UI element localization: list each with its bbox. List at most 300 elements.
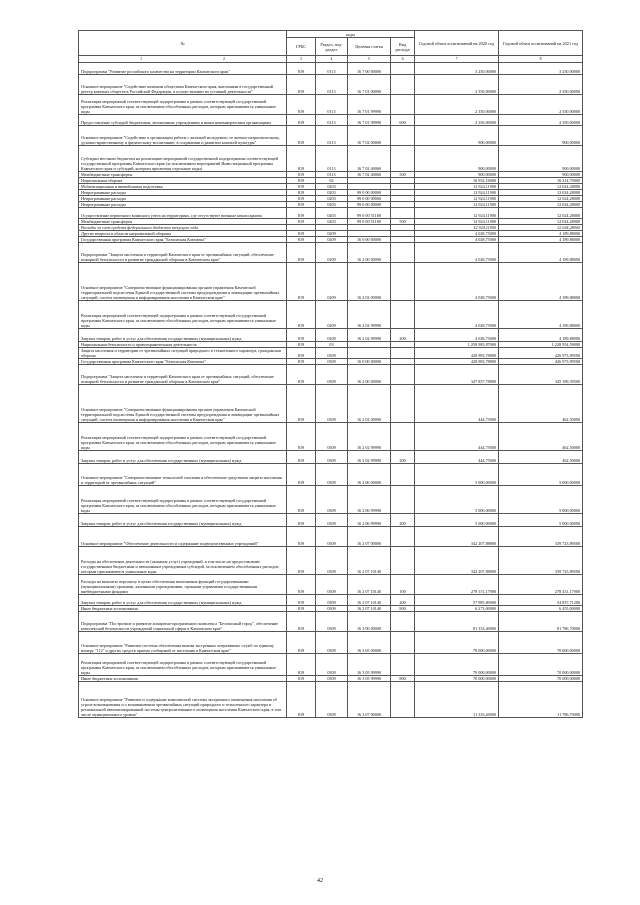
row-name: Основное мероприятие "Развитие и содержание комплексной системы экстренного оповещения населения об угрозе возникновения и о возникновении чрезвычайных ситуаций природного и техногенного характера и региональной автоматизированной системы централизованного оповещения населения Камчатского края, в том числе муниципального уровня" (79, 682, 287, 718)
row-amount-2020: 4 028,75000 (415, 263, 499, 301)
row-target: 16 2 07 10140 (348, 606, 391, 612)
row-vid: 600 (391, 115, 415, 126)
row-amount-2020: 444,75000 (415, 451, 499, 464)
row-grbs: 819 (287, 359, 316, 365)
row-name: Национальная безопасность и правоохранительная деятельность (79, 342, 287, 348)
row-razdel: 0309 (316, 676, 348, 682)
table-row (79, 115, 583, 126)
row-razdel: 0203 (316, 208, 348, 219)
row-amount-2020: 2 350,00000 (415, 115, 499, 126)
row-amount-2020: 16 952,16900 (415, 178, 499, 184)
row-amount-2020: 12 924,11900 (415, 219, 499, 225)
row-target: 16 2 00 00000 (348, 243, 391, 263)
row-target: 16 2 06 99990 (348, 486, 391, 514)
row-razdel: 0209 (316, 243, 348, 263)
row-razdel: 0209 (316, 301, 348, 329)
row-vid (391, 208, 415, 219)
row-amount-2021: 5 000,00000 (499, 514, 583, 527)
row-amount-2020: 4 028,75000 (415, 231, 499, 237)
row-razdel: 0309 (316, 527, 348, 547)
row-target: 16 0 00 00000 (348, 359, 391, 365)
row-razdel: 0209 (316, 329, 348, 342)
row-grbs: 819 (287, 348, 316, 359)
row-amount-2021: 4 189,88000 (499, 231, 583, 237)
row-target: 16 7 01 00000 (348, 75, 391, 95)
row-razdel: 0113 (316, 172, 348, 178)
row-vid (391, 146, 415, 172)
table-row (79, 63, 583, 75)
row-name: Межбюджетные трансферты (79, 219, 287, 225)
row-grbs: 819 (287, 219, 316, 225)
row-name: Непрограммные расходы (79, 202, 287, 208)
row-name: Межбюджетные трансферты (79, 172, 287, 178)
row-grbs: 819 (287, 595, 316, 606)
row-amount-2021: 12 024,28000 (499, 184, 583, 190)
row-razdel: 0203 (316, 184, 348, 190)
column-number: 8 (499, 56, 583, 63)
row-amount-2021: 462,50000 (499, 451, 583, 464)
row-amount-2020: 4 028,75000 (415, 237, 499, 243)
row-amount-2021: 462,50000 (499, 423, 583, 451)
row-vid (391, 301, 415, 329)
row-name: Подпрограмма "Развитие российского казачества на территории Камчатского края" (79, 63, 287, 75)
table-row (79, 654, 583, 676)
row-amount-2021: 70 000,00000 (499, 632, 583, 654)
row-razdel: 0203 (316, 202, 348, 208)
row-amount-2021: 16 214,79000 (499, 178, 583, 184)
row-vid: 800 (391, 676, 415, 682)
row-target: 16 2 02 99990 (348, 301, 391, 329)
row-grbs: 819 (287, 202, 316, 208)
row-razdel: 03 (316, 342, 348, 348)
row-target: 16 2 02 00000 (348, 263, 391, 301)
row-amount-2021: 12 024,28000 (499, 190, 583, 196)
table-row (79, 451, 583, 464)
row-grbs: 819 (287, 95, 316, 115)
row-grbs: 819 (287, 547, 316, 575)
row-name: Основное мероприятие "Совершенствование функционирования органов управления Камчатской территориальной подсистемы Единой государственной системы предупреждения и ликвидации чрезвычайных ситуаций, систем оповещения и информирования населения в Камчатском крае" (79, 385, 287, 423)
row-name: Национальная оборона (79, 178, 287, 184)
row-grbs: 819 (287, 172, 316, 178)
row-name: Расходы на выплаты персоналу в целях обеспечения выполнения функций государственными (муниципальными) органами, казенными учреждениями, органами управления государственными внебюджетными фондами (79, 575, 287, 595)
table-row (79, 243, 583, 263)
row-razdel: 0309 (316, 451, 348, 464)
row-name: Основное мероприятие "Содействие казачьим обществам Камчатского края, внесенным в государственный реестр казачьих обществ в Российской Федерации, в осуществлении их уставной деятельности" (79, 75, 287, 95)
row-razdel: 0309 (316, 514, 348, 527)
row-grbs: 819 (287, 146, 316, 172)
table-row (79, 514, 583, 527)
row-amount-2020: 2 350,00000 (415, 75, 499, 95)
row-amount-2021: 4 189,88000 (499, 243, 583, 263)
row-vid: 200 (391, 595, 415, 606)
table-row (79, 423, 583, 451)
row-razdel: 0203 (316, 219, 348, 225)
row-amount-2021: 345 189,39500 (499, 365, 583, 385)
table-row (79, 682, 583, 718)
row-amount-2021: 12 024,28000 (499, 202, 583, 208)
row-amount-2021: 278 431,17900 (499, 575, 583, 595)
row-name: Государственная программа Камчатского края "Безопасная Камчатка" (79, 237, 287, 243)
row-name: Иные бюджетные ассигнования (79, 606, 287, 612)
row-target: 16 3 05 99990 (348, 676, 391, 682)
row-razdel: 0209 (316, 231, 348, 237)
row-name: Государственная программа Камчатского края "Безопасная Камчатка" (79, 359, 287, 365)
row-razdel: 0203 (316, 190, 348, 196)
column-number: 1 2 (79, 56, 287, 63)
row-amount-2020: 12 924,11900 (415, 196, 499, 202)
row-vid (391, 243, 415, 263)
row-amount-2020: 4 028,75000 (415, 329, 499, 342)
row-name: Закупка товаров, работ и услуг для обеспечения государственных (муниципальных) нужд (79, 595, 287, 606)
row-amount-2021: 426 973,99500 (499, 348, 583, 359)
header-target: Целевая статья (348, 38, 391, 56)
row-vid (391, 612, 415, 632)
row-amount-2021: 54 837,71200 (499, 595, 583, 606)
row-grbs: 819 (287, 301, 316, 329)
row-amount-2021: 12 024,28000 (499, 208, 583, 219)
row-amount-2020: 5 000,00000 (415, 486, 499, 514)
row-grbs: 819 (287, 231, 316, 237)
row-target: 16 7 01 99990 (348, 95, 391, 115)
row-amount-2020: 1 258 983,87000 (415, 342, 499, 348)
row-vid (391, 547, 415, 575)
row-name: Реализация мероприятий соответствующей подпрограммы в рамках соответствующей государственной программы Камчатского края, за исключением обособленных расходов, которым присваиваются уникальные коды (79, 486, 287, 514)
row-grbs: 819 (287, 632, 316, 654)
column-number: 5 (348, 56, 391, 63)
row-razdel: 0309 (316, 464, 348, 486)
column-number: 4 (316, 56, 348, 63)
row-razdel: 0113 (316, 115, 348, 126)
row-grbs: 819 (287, 184, 316, 190)
row-amount-2020: 342 207,88800 (415, 527, 499, 547)
row-name: Основное мероприятие "Совершенствование функционирования органов управления Камчатской территориальной подсистемы Единой государственной системы предупреждения и ликвидации чрезвычайных ситуаций, систем оповещения и информирования населения в Камчатском крае" (79, 263, 287, 301)
row-amount-2021: 2 350,00000 (499, 75, 583, 95)
row-amount-2020: 57 985,80900 (415, 595, 499, 606)
row-razdel: 0113 (316, 146, 348, 172)
row-amount-2021: 426 973,99500 (499, 359, 583, 365)
row-name: Подпрограмма "Защита населения и территорий Камчатского края от чрезвычайных ситуаций, обеспечение пожарной безопасности и развитие гражданской обороны в Камчатском крае" (79, 365, 287, 385)
row-razdel: 0309 (316, 486, 348, 514)
row-amount-2021: 4 189,88000 (499, 329, 583, 342)
row-target: 16 3 05 00000 (348, 632, 391, 654)
row-razdel: 0309 (316, 547, 348, 575)
row-amount-2021: 81 786,70000 (499, 612, 583, 632)
row-vid (391, 348, 415, 359)
row-amount-2021: 900,00000 (499, 146, 583, 172)
row-amount-2020: 444,75000 (415, 385, 499, 423)
row-amount-2021: 4 189,88000 (499, 263, 583, 301)
row-grbs: 819 (287, 575, 316, 595)
table-row (79, 547, 583, 575)
row-razdel: 0309 (316, 575, 348, 595)
row-grbs: 819 (287, 126, 316, 146)
table-row (79, 301, 583, 329)
row-amount-2020: 5 000,00000 (415, 464, 499, 486)
row-amount-2020: 11 333,40000 (415, 682, 499, 718)
row-target: 16 7 00 00000 (348, 63, 391, 75)
row-target: 16 7 02 40060 (348, 146, 391, 172)
row-vid (391, 385, 415, 423)
row-amount-2020: 4 028,75000 (415, 301, 499, 329)
row-name: Мобилизационная и вневойсковая подготовка (79, 184, 287, 190)
row-grbs: 819 (287, 612, 316, 632)
row-vid: 200 (391, 329, 415, 342)
row-vid: 500 (391, 219, 415, 225)
row-amount-2021: 4 189,88000 (499, 301, 583, 329)
header-column-numbers (79, 56, 583, 63)
header-2020: Годовой объем ассигнований на 2020 год (415, 31, 499, 56)
row-razdel: 0309 (316, 632, 348, 654)
row-target: 16 2 02 99990 (348, 423, 391, 451)
row-amount-2020: 900,00000 (415, 126, 499, 146)
row-target: 16 2 07 10140 (348, 595, 391, 606)
row-grbs: 819 (287, 654, 316, 676)
row-razdel: 0309 (316, 682, 348, 718)
row-vid: 200 (391, 514, 415, 527)
row-name: Другие вопросы в области национальной обороны (79, 231, 287, 237)
row-amount-2020: 3 250,00000 (415, 63, 499, 75)
row-razdel: 0309 (316, 385, 348, 423)
row-razdel: 0309 (316, 365, 348, 385)
table-row (79, 385, 583, 423)
table-row (79, 126, 583, 146)
row-razdel: 0203 (316, 196, 348, 202)
row-grbs: 819 (287, 115, 316, 126)
row-vid (391, 75, 415, 95)
row-name: Иные бюджетные ассигнования (79, 676, 287, 682)
row-razdel: 0309 (316, 348, 348, 359)
table-row (79, 348, 583, 359)
header-vid: Вид расхода (391, 38, 415, 56)
row-razdel: 0209 (316, 237, 348, 243)
row-target: 99 0 00 51180 (348, 208, 391, 219)
row-grbs: 819 (287, 527, 316, 547)
row-amount-2020: 12 924,11900 (415, 202, 499, 208)
row-razdel: 0309 (316, 606, 348, 612)
row-amount-2021: 339 723,89500 (499, 547, 583, 575)
row-name: Основное мероприятие "Совершенствование технологий спасения и обеспечение средствами защиты населения и территорий от чрезвычайных ситуаций" (79, 464, 287, 486)
row-name: Непрограммные расходы (79, 190, 287, 196)
row-vid (391, 682, 415, 718)
row-amount-2020: 70 000,00000 (415, 632, 499, 654)
row-amount-2020: 12 924,11900 (415, 225, 499, 231)
row-vid (391, 63, 415, 75)
row-target: 16 2 00 00000 (348, 365, 391, 385)
row-razdel: 0209 (316, 263, 348, 301)
table-row (79, 208, 583, 219)
row-amount-2021: 12 024,28000 (499, 225, 583, 231)
row-amount-2021: 2 350,00000 (499, 115, 583, 126)
row-name: Реализация мероприятий соответствующей подпрограммы в рамках соответствующей государственной программы Камчатского края, за исключением обособленных расходов, которым присваиваются уникальные коды (79, 95, 287, 115)
table-row (79, 595, 583, 606)
row-amount-2020: 428 983,78800 (415, 359, 499, 365)
row-name: Подпрограмма "Защита населения и территорий Камчатского края от чрезвычайных ситуаций, обеспечение пожарной безопасности и развитие гражданской обороны в Камчатском крае" (79, 243, 287, 263)
row-grbs: 819 (287, 75, 316, 95)
row-grbs: 819 (287, 606, 316, 612)
header-number: № (79, 31, 287, 56)
budget-table-page (78, 30, 582, 718)
row-amount-2021: 900,00000 (499, 126, 583, 146)
table-row (79, 263, 583, 301)
table-body (79, 63, 583, 718)
row-name: Субсидии местным бюджетам на реализацию мероприятий государственной подпрограммы соответствующей государственной программы Камчатского края (за исключением мероприятий Инвестиционной программы Камчатского края и субсидий, которым присвоены отдельные коды) (79, 146, 287, 172)
row-amount-2021: 5 000,00000 (499, 486, 583, 514)
row-name: Реализация мероприятий соответствующей подпрограммы в рамках соответствующей государственной программы Камчатского края, за исключением обособленных расходов, которым присваиваются уникальные коды (79, 654, 287, 676)
table-row (79, 75, 583, 95)
header-codes-group: коды (287, 31, 415, 38)
row-amount-2020: 428 983,78800 (415, 348, 499, 359)
row-target: 16 3 05 99990 (348, 654, 391, 676)
row-vid (391, 365, 415, 385)
row-name: Основное мероприятие "Обеспечение деятельности и содержание подведомственных учреждений" (79, 527, 287, 547)
row-amount-2020: 12 924,11900 (415, 208, 499, 219)
row-amount-2021: 12 024,28000 (499, 196, 583, 202)
row-amount-2020: 278 151,17900 (415, 575, 499, 595)
row-name: Закупка товаров, работ и услуг для обеспечения государственных (муниципальных) нужд (79, 514, 287, 527)
row-vid (391, 423, 415, 451)
row-target: 16 7 02 00000 (348, 126, 391, 146)
row-target: 16 2 02 99990 (348, 451, 391, 464)
row-target: 99 0 00 51180 (348, 219, 391, 225)
row-target: 16 2 02 99990 (348, 329, 391, 342)
table-row (79, 464, 583, 486)
row-vid (391, 527, 415, 547)
table-row (79, 95, 583, 115)
row-grbs: 819 (287, 451, 316, 464)
row-vid (391, 95, 415, 115)
table-row (79, 146, 583, 172)
row-grbs: 819 (287, 464, 316, 486)
row-amount-2021: 5 000,00000 (499, 464, 583, 486)
row-target: 99 0 00 00000 (348, 190, 391, 196)
row-target: 16 3 07 00000 (348, 682, 391, 718)
row-grbs: 819 (287, 486, 316, 514)
row-amount-2020: 900,00000 (415, 172, 499, 178)
row-name: Реализация мероприятий соответствующей подпрограммы в рамках соответствующей государственной программы Камчатского края, за исключением обособленных расходов, которым присваиваются уникальные коды (79, 301, 287, 329)
row-grbs: 819 (287, 263, 316, 301)
row-grbs: 819 (287, 243, 316, 263)
row-grbs: 819 (287, 237, 316, 243)
row-amount-2021: 6 455,00000 (499, 606, 583, 612)
row-grbs: 819 (287, 385, 316, 423)
row-razdel: 0113 (316, 95, 348, 115)
row-name: Непрограммные расходы (79, 196, 287, 202)
row-amount-2021: 3 250,00000 (499, 63, 583, 75)
column-number: 3 (287, 56, 316, 63)
row-amount-2020: 70 000,00000 (415, 676, 499, 682)
row-amount-2021: 11 786,70000 (499, 682, 583, 718)
row-amount-2020: 444,75000 (415, 423, 499, 451)
column-number: 6 (391, 56, 415, 63)
row-grbs: 819 (287, 63, 316, 75)
row-name: Закупка товаров, работ и услуг для обеспечения государственных (муниципальных) нужд (79, 451, 287, 464)
row-amount-2021: 12 024,28000 (499, 219, 583, 225)
row-vid: 100 (391, 575, 415, 595)
row-amount-2021: 4 189,88000 (499, 237, 583, 243)
page-number: 42 (317, 878, 323, 884)
row-grbs: 819 (287, 196, 316, 202)
table-row (79, 632, 583, 654)
row-amount-2020: 70 000,00000 (415, 654, 499, 676)
row-amount-2021: 462,50000 (499, 385, 583, 423)
row-name: Подпрограмма "Построение и развитие аппаратно-программного комплекса "Безопасный город", обеспечение комплексной безопасности учреждений социальной сферы в Камчатском крае" (79, 612, 287, 632)
header-2021: Годовой объем ассигнований на 2021 год (499, 31, 583, 56)
row-target: 16 2 02 00000 (348, 385, 391, 423)
row-grbs: 819 (287, 676, 316, 682)
row-vid (391, 632, 415, 654)
row-amount-2020: 12 924,11900 (415, 190, 499, 196)
row-vid (391, 126, 415, 146)
row-amount-2021: 2 350,00000 (499, 95, 583, 115)
table-row (79, 527, 583, 547)
row-amount-2021: 70 000,00000 (499, 654, 583, 676)
row-amount-2020: 81 333,40000 (415, 612, 499, 632)
row-grbs: 819 (287, 190, 316, 196)
row-target: 16 2 07 00000 (348, 527, 391, 547)
row-amount-2020: 2 350,00000 (415, 95, 499, 115)
row-vid (391, 464, 415, 486)
row-name: Реализация мероприятий соответствующей подпрограммы в рамках соответствующей государственной программы Камчатского края, за исключением обособленных расходов, которым присваиваются уникальные коды (79, 423, 287, 451)
row-target: 16 7 02 40060 (348, 172, 391, 178)
row-amount-2020: 5 000,00000 (415, 514, 499, 527)
table-row (79, 486, 583, 514)
row-name: Основное мероприятие "Развитие системы обеспечения вызова экстренных оперативных служб по единому номеру "112" и других средств приема сообщений от населения в Камчатском крае" (79, 632, 287, 654)
row-amount-2020: 6 273,00000 (415, 606, 499, 612)
row-name: Осуществление первичного воинского учета на территориях, где отсутствуют военные комиссариаты (79, 208, 287, 219)
budget-table (78, 30, 583, 718)
row-vid: 800 (391, 606, 415, 612)
row-amount-2020: 342 207,88800 (415, 547, 499, 575)
row-name: Предоставление субсидий бюджетным, автономным учреждениям и иным некоммерческим организациям (79, 115, 287, 126)
row-amount-2020: 900,00000 (415, 146, 499, 172)
table-row (79, 575, 583, 595)
table-row (79, 365, 583, 385)
row-target: 99 0 00 00000 (348, 202, 391, 208)
row-razdel: 0309 (316, 612, 348, 632)
row-razdel: 0309 (316, 423, 348, 451)
row-razdel: 0309 (316, 359, 348, 365)
row-target: 16 0 00 00000 (348, 237, 391, 243)
row-razdel: 0113 (316, 126, 348, 146)
table-row (79, 329, 583, 342)
row-amount-2020: 4 028,75000 (415, 243, 499, 263)
row-grbs: 819 (287, 329, 316, 342)
row-target: 16 2 07 10140 (348, 575, 391, 595)
row-razdel: 02 (316, 178, 348, 184)
row-name: Основное мероприятие "Содействие в организации работы с казачьей молодежью, ее военно-патриотическому, духовно-нравственному и физическому воспитанию, в сохранении и развитии казачьей культуры" (79, 126, 287, 146)
row-amount-2021: 1 228 954,59000 (499, 342, 583, 348)
row-grbs: 819 (287, 514, 316, 527)
row-vid (391, 486, 415, 514)
header-razdel: Раздел, под-раздел (316, 38, 348, 56)
row-razdel: 0113 (316, 63, 348, 75)
row-grbs: 819 (287, 208, 316, 219)
row-target: 16 3 00 00000 (348, 612, 391, 632)
row-vid (391, 263, 415, 301)
row-target: 99 0 00 00000 (348, 196, 391, 202)
row-name: Расходы за счет средств федерального бюджета текущего года (79, 225, 287, 231)
row-amount-2021: 900,00000 (499, 172, 583, 178)
row-grbs: 819 (287, 365, 316, 385)
row-grbs: 819 (287, 178, 316, 184)
row-razdel: 0309 (316, 654, 348, 676)
row-razdel: 0113 (316, 75, 348, 95)
row-grbs: 819 (287, 682, 316, 718)
row-amount-2020: 347 857,78800 (415, 365, 499, 385)
row-name: Закупка товаров, работ и услуг для обеспечения государственных (муниципальных) нужд (79, 329, 287, 342)
header-grbs: ГРБС (287, 38, 316, 56)
row-grbs: 819 (287, 423, 316, 451)
